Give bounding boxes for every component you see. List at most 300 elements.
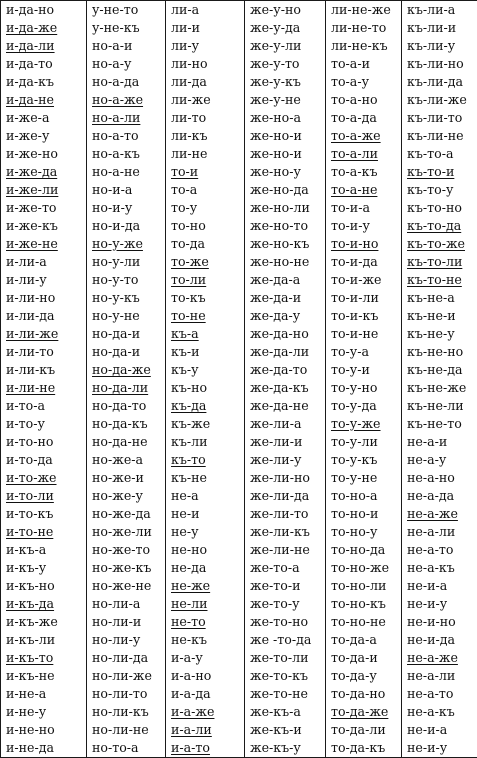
syllable-cell — [402, 487, 477, 505]
syllable-cell — [245, 433, 326, 451]
table-row — [1, 181, 477, 199]
syllable-text: то-а-не — [331, 182, 377, 197]
syllable-cell — [402, 703, 477, 721]
syllable-text: то-да-и — [331, 650, 378, 665]
syllable-cell — [87, 631, 166, 649]
syllable-cell — [166, 415, 245, 433]
syllable-text: то-ли — [171, 272, 206, 287]
syllable-cell — [166, 73, 245, 91]
syllable-cell — [402, 109, 477, 127]
syllable-text: и-да-ли — [6, 38, 55, 53]
syllable-cell — [1, 127, 87, 145]
syllable-text: и-же-то — [6, 200, 57, 215]
syllable-text: и-же-ли — [6, 182, 58, 197]
table-row — [1, 73, 477, 91]
syllable-text: къ-то-а — [407, 146, 453, 161]
syllable-cell — [245, 1, 326, 20]
table-row — [1, 541, 477, 559]
syllable-cell — [326, 739, 402, 758]
syllable-text: то-у — [171, 200, 197, 215]
syllable-cell — [326, 253, 402, 271]
syllable-cell — [166, 19, 245, 37]
syllable-text: то-и-да — [331, 254, 378, 269]
table-row — [1, 253, 477, 271]
syllable-text: не-а-ли — [407, 668, 455, 683]
syllable-text: и-то-не — [6, 524, 53, 539]
syllable-cell — [245, 181, 326, 199]
syllable-text: то-и-не — [331, 326, 378, 341]
syllable-cell — [245, 487, 326, 505]
syllable-text: къ-а — [171, 326, 199, 341]
syllable-text: ли-но — [171, 56, 208, 71]
syllable-cell — [166, 451, 245, 469]
syllable-text: же-но-къ — [250, 236, 309, 251]
syllable-cell — [166, 307, 245, 325]
syllable-text: не-и — [171, 506, 200, 521]
syllable-cell — [402, 577, 477, 595]
syllable-text: къ-не-у — [407, 326, 455, 341]
syllable-text: и-же-у — [6, 128, 49, 143]
table-row — [1, 361, 477, 379]
syllable-cell — [166, 271, 245, 289]
syllable-cell — [245, 91, 326, 109]
syllable-text: къ-то-да — [407, 218, 461, 233]
syllable-cell — [402, 127, 477, 145]
table-row — [1, 235, 477, 253]
syllable-cell — [1, 37, 87, 55]
syllable-text: же-то-къ — [250, 668, 308, 683]
syllable-cell — [402, 595, 477, 613]
syllable-cell — [87, 721, 166, 739]
table-row — [1, 199, 477, 217]
syllable-cell — [166, 613, 245, 631]
syllable-cell — [402, 559, 477, 577]
table-row — [1, 649, 477, 667]
syllable-cell — [166, 181, 245, 199]
syllable-cell — [326, 163, 402, 181]
syllable-cell — [402, 379, 477, 397]
syllable-text: ли-а — [171, 2, 199, 17]
syllable-cell — [1, 289, 87, 307]
syllable-cell — [87, 73, 166, 91]
syllable-text: и-да-не — [6, 92, 54, 107]
syllable-cell — [1, 253, 87, 271]
syllable-text: же-у-да — [250, 20, 300, 35]
syllable-text: же-ли-да — [250, 488, 309, 503]
syllable-text: же-да-а — [250, 272, 300, 287]
table-row — [1, 523, 477, 541]
table-row — [1, 433, 477, 451]
syllable-text: но-же-а — [92, 452, 143, 467]
syllable-text: къ-то-ли — [407, 254, 462, 269]
syllable-cell — [166, 595, 245, 613]
syllable-cell — [1, 541, 87, 559]
syllable-cell — [245, 307, 326, 325]
syllable-cell — [87, 397, 166, 415]
syllable-cell — [166, 739, 245, 758]
syllable-cell — [245, 397, 326, 415]
syllable-text: не-то — [171, 614, 206, 629]
syllable-cell — [326, 595, 402, 613]
syllable-cell — [1, 415, 87, 433]
syllable-cell — [245, 649, 326, 667]
syllable-text: но-да-и — [92, 344, 140, 359]
table-row — [1, 613, 477, 631]
syllable-text: же-то-не — [250, 686, 308, 701]
syllable-text: къ-не-да — [407, 362, 463, 377]
syllable-cell — [1, 469, 87, 487]
syllable-cell — [166, 523, 245, 541]
syllable-cell — [166, 433, 245, 451]
syllable-cell — [402, 505, 477, 523]
syllable-text: къ-не-но — [407, 344, 463, 359]
syllable-cell — [1, 685, 87, 703]
syllable-cell — [402, 523, 477, 541]
syllable-text: ли-то — [171, 110, 206, 125]
syllable-text: и-же-не — [6, 236, 58, 251]
syllable-text: и-не-но — [6, 722, 55, 737]
syllable-cell — [166, 91, 245, 109]
syllable-cell — [245, 595, 326, 613]
table-row — [1, 469, 477, 487]
syllable-text: но-же-то — [92, 542, 150, 557]
syllable-cell — [326, 289, 402, 307]
syllable-cell — [245, 271, 326, 289]
syllable-text: и-а-но — [171, 668, 211, 683]
syllable-text: ли-да — [171, 74, 207, 89]
syllable-text: и-а-да — [171, 686, 211, 701]
syllable-cell — [87, 199, 166, 217]
syllable-cell — [1, 613, 87, 631]
syllable-text: не-да — [171, 560, 206, 575]
syllable-cell — [245, 739, 326, 758]
table-row — [1, 145, 477, 163]
syllable-text: и-а-ли — [171, 722, 212, 737]
syllable-text: и-же-а — [6, 110, 49, 125]
syllable-cell — [87, 505, 166, 523]
table-row — [1, 307, 477, 325]
syllable-cell — [87, 433, 166, 451]
syllable-cell — [402, 217, 477, 235]
syllable-cell — [245, 73, 326, 91]
table-row — [1, 289, 477, 307]
syllable-text: къ-то-но — [407, 200, 462, 215]
syllable-text: но-же-къ — [92, 560, 151, 575]
syllable-cell — [1, 91, 87, 109]
syllable-cell — [1, 595, 87, 613]
syllable-text: же-у-но — [250, 2, 301, 17]
syllable-cell — [326, 667, 402, 685]
syllable-cell — [245, 523, 326, 541]
syllable-text: у-не-то — [92, 2, 138, 17]
syllable-text: но-а-ли — [92, 110, 140, 125]
syllable-text: то-но-у — [331, 524, 377, 539]
table-row — [1, 451, 477, 469]
syllable-text: же-да-къ — [250, 380, 309, 395]
syllable-cell — [87, 19, 166, 37]
syllable-cell — [402, 649, 477, 667]
syllable-text: то-у-къ — [331, 452, 377, 467]
syllable-cell — [326, 397, 402, 415]
syllable-cell — [166, 649, 245, 667]
table-row — [1, 127, 477, 145]
syllable-text: то-а-же — [331, 128, 381, 143]
syllable-cell — [245, 559, 326, 577]
syllable-text: ли-у — [171, 38, 199, 53]
syllable-cell — [87, 379, 166, 397]
syllable-cell — [166, 469, 245, 487]
syllable-cell — [87, 595, 166, 613]
syllable-cell — [245, 577, 326, 595]
syllable-text: то-и-но — [331, 236, 378, 251]
syllable-cell — [87, 451, 166, 469]
syllable-text: но-да-же — [92, 362, 151, 377]
syllable-cell — [326, 415, 402, 433]
syllable-cell — [245, 541, 326, 559]
syllable-cell — [245, 415, 326, 433]
syllable-text: и-то-же — [6, 470, 57, 485]
syllable-text: же-да-то — [250, 362, 307, 377]
syllable-cell — [87, 739, 166, 758]
syllable-text: то-да-а — [331, 632, 377, 647]
syllable-text: но-у-то — [92, 272, 138, 287]
table-row — [1, 397, 477, 415]
syllable-text: то-но — [171, 218, 206, 233]
syllable-text: но-и-а — [92, 182, 132, 197]
syllable-cell — [87, 307, 166, 325]
syllable-cell — [245, 685, 326, 703]
syllable-text: же-но-а — [250, 110, 301, 125]
table-row — [1, 55, 477, 73]
syllable-cell — [326, 127, 402, 145]
syllable-cell — [1, 667, 87, 685]
syllable-cell — [87, 649, 166, 667]
syllable-cell — [245, 631, 326, 649]
syllable-text: но-а-къ — [92, 146, 140, 161]
syllable-text: къ-ли-но — [407, 56, 464, 71]
syllable-text: не-а — [171, 488, 199, 503]
syllable-cell — [326, 469, 402, 487]
syllable-text: и-не-да — [6, 740, 54, 755]
syllable-text: то-у-а — [331, 344, 369, 359]
syllable-cell — [245, 451, 326, 469]
syllable-text: то-и-же — [331, 272, 382, 287]
syllable-text: не-а-же — [407, 506, 458, 521]
syllable-text: не-у — [171, 524, 199, 539]
syllable-cell — [1, 361, 87, 379]
syllable-cell — [166, 55, 245, 73]
syllable-cell — [1, 505, 87, 523]
syllable-text: и-ли-то — [6, 344, 54, 359]
syllable-text: и-къ-же — [6, 614, 58, 629]
syllable-text: но-ли-не — [92, 722, 149, 737]
syllable-text: же-но-да — [250, 182, 309, 197]
table-row — [1, 379, 477, 397]
syllable-cell — [166, 145, 245, 163]
syllable-text: то-у-не — [331, 470, 377, 485]
syllable-cell — [166, 487, 245, 505]
syllable-cell — [166, 667, 245, 685]
syllable-text: не-къ — [171, 632, 207, 647]
syllable-text: то-у-да — [331, 398, 377, 413]
syllable-text: же-ли-то — [250, 506, 309, 521]
syllable-cell — [87, 415, 166, 433]
syllable-text: же-то-у — [250, 596, 300, 611]
syllable-cell — [245, 55, 326, 73]
syllable-cell — [245, 109, 326, 127]
syllable-cell — [245, 361, 326, 379]
syllable-cell — [402, 415, 477, 433]
syllable-text: къ-не-а — [407, 290, 455, 305]
syllable-text: же-къ-и — [250, 722, 302, 737]
syllable-text: не-и-а — [407, 578, 447, 593]
syllable-text: но-ли-къ — [92, 704, 149, 719]
syllable-cell — [1, 523, 87, 541]
syllable-cell — [245, 199, 326, 217]
syllable-cell — [87, 613, 166, 631]
syllable-text: не-а-къ — [407, 704, 455, 719]
syllable-cell — [1, 217, 87, 235]
syllable-text: ли-же — [171, 92, 211, 107]
syllable-cell — [166, 631, 245, 649]
syllable-text: же-то-а — [250, 560, 300, 575]
syllable-text: но-же-не — [92, 578, 151, 593]
syllable-text: и-то-у — [6, 416, 45, 431]
syllable-text: но-у-ли — [92, 254, 140, 269]
syllable-text: то-да-къ — [331, 740, 385, 755]
syllable-text: то-но-ли — [331, 578, 386, 593]
syllable-cell — [1, 235, 87, 253]
syllable-cell — [87, 1, 166, 20]
syllable-cell — [326, 577, 402, 595]
syllable-cell — [402, 163, 477, 181]
syllable-text: но-ли-у — [92, 632, 140, 647]
syllable-text: то-но-къ — [331, 596, 386, 611]
syllable-cell — [166, 343, 245, 361]
syllable-cell — [326, 631, 402, 649]
syllable-cell — [326, 613, 402, 631]
table-row — [1, 703, 477, 721]
syllable-text: но-же-ли — [92, 524, 152, 539]
syllable-cell — [166, 397, 245, 415]
syllable-cell — [326, 91, 402, 109]
syllable-cell — [87, 217, 166, 235]
syllable-cell — [87, 361, 166, 379]
syllable-text: и-ли-же — [6, 326, 58, 341]
syllable-text: ли-не-къ — [331, 38, 388, 53]
syllable-text: и-ли-а — [6, 254, 47, 269]
syllable-text: то-а — [171, 182, 197, 197]
syllable-cell — [402, 613, 477, 631]
syllable-text: но-ли-а — [92, 596, 140, 611]
syllable-cell — [166, 505, 245, 523]
table-row — [1, 577, 477, 595]
syllable-cell — [326, 181, 402, 199]
syllable-cell — [87, 235, 166, 253]
table-row — [1, 415, 477, 433]
table-row — [1, 19, 477, 37]
syllable-text: то-и — [171, 164, 198, 179]
syllable-text: къ-и — [171, 344, 200, 359]
syllable-text: не-и-у — [407, 596, 447, 611]
syllable-text: но-же-у — [92, 488, 143, 503]
syllable-text: же-но-и — [250, 128, 302, 143]
syllable-cell — [326, 379, 402, 397]
syllable-text: и-да-же — [6, 20, 57, 35]
syllable-text: то-но-а — [331, 488, 378, 503]
syllable-text: но-а-же — [92, 92, 143, 107]
syllable-cell — [1, 145, 87, 163]
syllable-cell — [87, 163, 166, 181]
syllable-text: не-а-ли — [407, 524, 455, 539]
syllable-cell — [402, 55, 477, 73]
syllable-text: не-а-къ — [407, 560, 455, 575]
syllable-cell — [166, 577, 245, 595]
syllable-text: и-къ-не — [6, 668, 55, 683]
syllable-cell — [402, 343, 477, 361]
syllable-cell — [402, 145, 477, 163]
syllable-text: но-а-не — [92, 164, 140, 179]
syllable-text: же-ли-и — [250, 434, 302, 449]
syllable-cell — [326, 433, 402, 451]
syllable-cell — [245, 721, 326, 739]
syllable-text: и-же-но — [6, 146, 58, 161]
syllable-text: къ-же — [171, 416, 210, 431]
syllable-text: не-а-то — [407, 686, 453, 701]
syllable-cell — [87, 127, 166, 145]
syllable-text: къ-ли-не — [407, 128, 464, 143]
syllable-cell — [1, 379, 87, 397]
table-row — [1, 721, 477, 739]
syllable-text: то-да-же — [331, 704, 388, 719]
table-row — [1, 505, 477, 523]
syllable-text: же-ли-у — [250, 452, 301, 467]
syllable-cell — [1, 181, 87, 199]
syllable-text: же-то-но — [250, 614, 308, 629]
syllable-cell — [166, 37, 245, 55]
syllable-text: но-же-и — [92, 470, 144, 485]
syllable-text: же-то-ли — [250, 650, 309, 665]
syllable-text: но-ли-же — [92, 668, 152, 683]
table-row — [1, 487, 477, 505]
syllable-text: къ-не-и — [407, 308, 456, 323]
syllable-text: то-а-да — [331, 110, 377, 125]
table-row — [1, 685, 477, 703]
syllable-cell — [1, 649, 87, 667]
syllable-cell — [87, 37, 166, 55]
syllable-text: и-къ-но — [6, 578, 55, 593]
syllable-text: не-а-да — [407, 488, 454, 503]
syllable-cell — [402, 1, 477, 20]
syllable-text: къ-не — [171, 470, 207, 485]
syllable-text: и-же-да — [6, 164, 57, 179]
syllable-text: но-то-а — [92, 740, 139, 755]
syllable-table-body — [1, 1, 477, 758]
syllable-cell — [402, 721, 477, 739]
syllable-text: къ-но — [171, 380, 207, 395]
syllable-text: то-да-но — [331, 686, 385, 701]
syllable-text: же-да-у — [250, 308, 300, 323]
table-row — [1, 217, 477, 235]
syllable-cell — [245, 37, 326, 55]
syllable-text: къ-ли-у — [407, 38, 455, 53]
syllable-cell — [402, 541, 477, 559]
syllable-text: не-но — [171, 542, 207, 557]
syllable-cell — [245, 235, 326, 253]
syllable-cell — [1, 451, 87, 469]
syllable-cell — [326, 73, 402, 91]
syllable-cell — [166, 235, 245, 253]
